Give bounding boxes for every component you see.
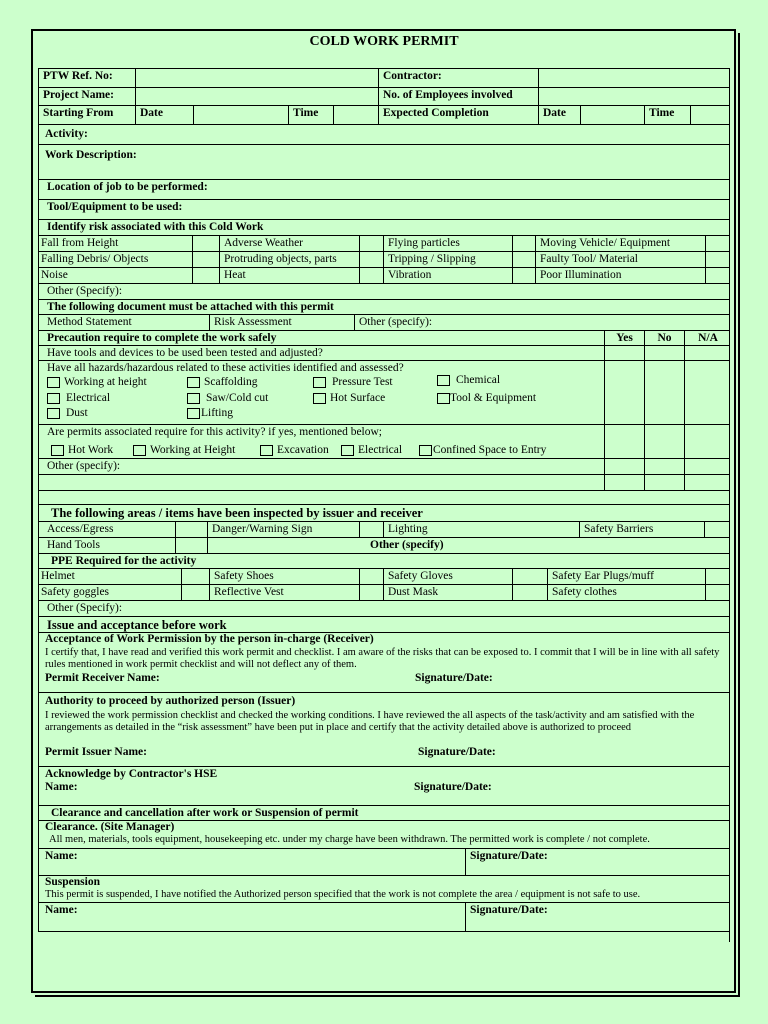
risk-item: Faulty Tool/ Material [535, 252, 705, 267]
issuer-name-label[interactable]: Permit Issuer Name: [45, 746, 147, 758]
checkbox-icon [51, 445, 64, 456]
inspection-checkbox[interactable] [175, 522, 207, 537]
issuer-signature-label[interactable]: Signature/Date: [418, 746, 496, 758]
inspection-other-label[interactable]: Other (specify) [207, 538, 731, 553]
inspection-heading: The following areas / items have been inspected by issuer and receiver [51, 506, 423, 520]
receiver-section [38, 632, 730, 692]
no-checkbox[interactable] [644, 346, 684, 360]
permit-option[interactable]: Confined Space to Entry [419, 444, 546, 456]
form-title: COLD WORK PERMIT [309, 34, 459, 49]
issue-heading: Issue and acceptance before work [47, 618, 227, 632]
risk-row [38, 235, 730, 251]
suspension-text: This permit is suspended, I have notified the Authorized person specified that the work is not complete the area / equipment is not safe to use. [45, 889, 641, 900]
na-checkbox[interactable] [684, 475, 731, 490]
precaution-question: Are permits associated require for this activity? if yes, mentioned below; [47, 426, 382, 438]
site-manager-sign-row [38, 848, 730, 875]
inspection-item: Access/Egress [47, 523, 114, 535]
risk-assessment-item[interactable]: Risk Assessment [209, 315, 354, 330]
checkbox-icon [419, 445, 432, 456]
suspension-signature-label[interactable]: Signature/Date: [465, 903, 731, 931]
site-manager-section [38, 820, 730, 848]
precaution-heading-row [38, 330, 730, 345]
right-rule [729, 932, 730, 942]
checkbox-icon [47, 377, 60, 388]
ptw-ref-field[interactable] [135, 69, 378, 87]
issuer-section [38, 692, 730, 766]
starting-from-label: Starting From [43, 107, 114, 119]
ppe-item: Safety Ear Plugs/muff [547, 569, 705, 584]
receiver-name-label[interactable]: Permit Receiver Name: [45, 672, 160, 684]
no-employees-field[interactable] [538, 88, 731, 105]
checkbox-icon [47, 408, 60, 419]
ppe-item: Safety Shoes [209, 569, 359, 584]
risk-checkbox[interactable] [192, 252, 219, 267]
inspection-checkbox[interactable] [359, 522, 383, 537]
no-checkbox[interactable] [644, 361, 684, 424]
checkbox-icon [313, 377, 326, 388]
checkbox-icon [133, 445, 146, 456]
suspension-name-label[interactable]: Name: [45, 904, 78, 916]
project-name-label: Project Name: [43, 89, 114, 101]
precaution-q1-row [38, 345, 730, 360]
permit-option[interactable]: Working at Height [133, 444, 235, 456]
na-checkbox[interactable] [684, 346, 731, 360]
risk-heading-row [38, 219, 730, 235]
inspection-checkbox[interactable] [175, 538, 207, 553]
issuer-heading: Authority to proceed by authorized person (Issuer) [45, 695, 296, 707]
precaution-question: Have all hazards/hazardous related to these activities identified and assessed? [47, 362, 404, 374]
inspection-item: Safety Barriers [579, 522, 704, 537]
receiver-signature-label[interactable]: Signature/Date: [415, 672, 493, 684]
risk-other-label: Other (Specify): [47, 285, 123, 297]
risk-checkbox[interactable] [359, 268, 383, 283]
contractor-field[interactable] [538, 69, 731, 87]
precaution-heading: Precaution require to complete the work safely [47, 332, 277, 344]
ppe-row [38, 584, 730, 600]
spacer-row [38, 490, 730, 504]
precaution-question: Have tools and devices to be used been tested and adjusted? [47, 347, 323, 359]
receiver-heading: Acceptance of Work Permission by the person in-charge (Receiver) [45, 633, 374, 645]
risk-checkbox[interactable] [705, 236, 731, 251]
ppe-checkbox[interactable] [705, 585, 731, 600]
precaution-other-label[interactable]: Other (specify): [47, 460, 121, 472]
na-checkbox[interactable] [684, 425, 731, 458]
checkbox-icon [437, 375, 450, 386]
tool-equipment-label: Tool/Equipment to be used: [47, 201, 183, 213]
risk-checkbox[interactable] [705, 268, 731, 283]
issuer-text: I reviewed the work permission checklist and checked the working conditions. I have reviewed the all aspects of the task/activity and am satisfied with the arrangements as detailed in the “risk assessment” have been put in place and certify that the activity detailed above is authorized to proceed [45, 710, 695, 733]
receiver-text: I certify that, I have read and verified this work permit and checklist. I am aware of the risks that can be exposed to. I commit that I will be in line with all safety rules mentioned in work permit checklist and will not deflect any of them. [45, 647, 720, 670]
ppe-item: Helmet [41, 570, 75, 582]
no-checkbox[interactable] [644, 475, 684, 490]
dates-row [38, 105, 730, 124]
site-manager-text: All men, materials, tools equipment, housekeeping etc. under my charge have been withdrawn. The permitted work is complete / not complete. [49, 834, 650, 845]
end-date-field[interactable] [580, 106, 644, 124]
hazard-option[interactable]: Working at height [47, 376, 147, 388]
inspection-checkbox[interactable] [704, 522, 731, 537]
hazard-option[interactable]: Tool & Equipment [437, 392, 536, 404]
risk-item: Fall from Height [41, 237, 119, 249]
checkbox-icon [437, 393, 450, 404]
yes-checkbox[interactable] [604, 361, 644, 424]
checkbox-icon [341, 445, 354, 456]
no-checkbox[interactable] [644, 425, 684, 458]
end-time-field[interactable] [690, 106, 731, 124]
hazard-option[interactable]: Lifting [187, 407, 233, 419]
contractor-label: Contractor: [378, 69, 538, 87]
suspension-section [38, 875, 730, 902]
hazard-option[interactable]: Dust [47, 407, 88, 419]
na-column-header: N/A [684, 331, 731, 345]
na-checkbox[interactable] [684, 361, 731, 424]
risk-checkbox[interactable] [512, 268, 535, 283]
documents-heading: The following document must be attached with this permit [47, 301, 334, 313]
risk-item: Moving Vehicle/ Equipment [535, 236, 705, 251]
risk-item: Flying particles [383, 236, 512, 251]
site-manager-heading: Clearance. (Site Manager) [45, 821, 175, 833]
checkbox-icon [313, 393, 326, 404]
permit-option[interactable]: Excavation [260, 444, 329, 456]
yes-checkbox[interactable] [604, 475, 644, 490]
checkbox-icon [260, 445, 273, 456]
na-checkbox[interactable] [684, 459, 731, 474]
ppe-checkbox[interactable] [705, 569, 731, 584]
suspension-sign-row [38, 902, 730, 932]
hazard-option[interactable]: Electrical [47, 392, 110, 404]
risk-checkbox[interactable] [192, 236, 219, 251]
clearance-heading: Clearance and cancellation after work or Suspension of permit [51, 807, 359, 819]
documents-row [38, 314, 730, 330]
ppe-checkbox[interactable] [512, 569, 547, 584]
hse-signature-label[interactable]: Signature/Date: [414, 781, 492, 793]
location-label: Location of job to be performed: [47, 181, 208, 193]
risk-item: Adverse Weather [219, 236, 359, 251]
precaution-q3-row [38, 424, 730, 458]
inspection-row [38, 521, 730, 537]
ptw-row [38, 68, 730, 87]
yes-checkbox[interactable] [604, 346, 644, 360]
permit-option[interactable]: Hot Work [51, 444, 113, 456]
yes-column-header: Yes [604, 331, 644, 345]
end-date-label: Date [538, 106, 580, 124]
hse-heading: Acknowledge by Contractor's HSE [45, 768, 218, 780]
risk-heading: Identify risk associated with this Cold Work [47, 221, 264, 233]
issue-heading-row [38, 616, 730, 632]
hazard-option[interactable]: Scaffolding [187, 376, 257, 388]
ppe-other-row[interactable] [38, 600, 730, 616]
checkbox-icon [47, 393, 60, 404]
method-statement-item[interactable]: Method Statement [47, 316, 132, 328]
risk-row [38, 267, 730, 283]
precaution-other-row [38, 458, 730, 474]
ppe-item: Safety goggles [41, 586, 110, 598]
inspection-heading-row [38, 504, 730, 521]
start-date-label: Date [135, 106, 193, 124]
project-name-field[interactable] [135, 88, 378, 105]
start-date-field[interactable] [193, 106, 288, 124]
hazard-option[interactable]: Saw/Cold cut [187, 392, 268, 404]
inspection-row-2 [38, 537, 730, 553]
precaution-q2-row [38, 360, 730, 424]
checkbox-icon [187, 377, 200, 388]
start-time-field[interactable] [333, 106, 378, 124]
clearance-heading-row [38, 805, 730, 820]
inspection-item: Danger/Warning Sign [207, 522, 359, 537]
suspension-heading: Suspension [45, 876, 100, 888]
location-row[interactable] [38, 179, 730, 199]
hazard-option[interactable]: Chemical [437, 374, 500, 386]
yes-checkbox[interactable] [604, 459, 644, 474]
checkbox-icon [187, 408, 200, 419]
risk-checkbox[interactable] [359, 252, 383, 267]
project-row [38, 87, 730, 105]
hazard-option[interactable]: Pressure Test [313, 376, 393, 388]
blank-field[interactable] [39, 475, 604, 490]
hazard-option[interactable]: Hot Surface [313, 392, 385, 404]
risk-checkbox[interactable] [192, 268, 219, 283]
no-employees-label: No. of Employees involved [378, 88, 538, 105]
expected-completion-label: Expected Completion [378, 106, 538, 124]
documents-other-item[interactable]: Other (specify): [354, 315, 731, 330]
ppe-item: Reflective Vest [209, 585, 359, 600]
site-manager-name-label[interactable]: Name: [45, 850, 78, 862]
risk-checkbox[interactable] [705, 252, 731, 267]
checkbox-icon [187, 393, 200, 404]
risk-item: Poor Illumination [535, 268, 705, 283]
hse-name-label[interactable]: Name: [45, 781, 78, 793]
precaution-blank-row [38, 474, 730, 490]
ppe-checkbox[interactable] [181, 569, 209, 584]
activity-row[interactable] [38, 124, 730, 144]
ppe-item: Safety clothes [547, 585, 705, 600]
risk-item: Falling Debris/ Objects [41, 253, 149, 265]
risk-item: Tripping / Slipping [383, 252, 512, 267]
ppe-heading-row [38, 553, 730, 568]
site-manager-signature-label[interactable]: Signature/Date: [465, 849, 731, 875]
risk-other-row[interactable] [38, 283, 730, 299]
ppe-checkbox[interactable] [359, 585, 383, 600]
documents-heading-row [38, 299, 730, 314]
ppe-checkbox[interactable] [512, 585, 547, 600]
risk-checkbox[interactable] [512, 252, 535, 267]
ppe-other-label: Other (Specify): [47, 602, 123, 614]
work-description-label: Work Description: [45, 149, 137, 161]
work-description-row[interactable] [38, 144, 730, 179]
risk-item: Noise [41, 269, 68, 281]
risk-row [38, 251, 730, 267]
inspection-item: Lighting [383, 522, 579, 537]
inspection-item: Hand Tools [47, 539, 100, 551]
tool-row[interactable] [38, 199, 730, 219]
ppe-row [38, 568, 730, 584]
risk-checkbox[interactable] [359, 236, 383, 251]
ptw-ref-label: PTW Ref. No: [43, 70, 113, 82]
permit-option[interactable]: Electrical [341, 444, 402, 456]
ppe-heading: PPE Required for the activity [51, 555, 197, 567]
risk-item: Vibration [383, 268, 512, 283]
start-time-label: Time [288, 106, 333, 124]
end-time-label: Time [644, 106, 690, 124]
yes-checkbox[interactable] [604, 425, 644, 458]
hse-section [38, 766, 730, 805]
ppe-item: Dust Mask [383, 585, 512, 600]
ppe-checkbox[interactable] [181, 585, 209, 600]
ppe-checkbox[interactable] [359, 569, 383, 584]
risk-checkbox[interactable] [512, 236, 535, 251]
activity-label: Activity: [45, 128, 88, 140]
no-column-header: No [644, 331, 684, 345]
risk-item: Heat [219, 268, 359, 283]
no-checkbox[interactable] [644, 459, 684, 474]
ppe-item: Safety Gloves [383, 569, 512, 584]
risk-item: Protruding objects, parts [219, 252, 359, 267]
